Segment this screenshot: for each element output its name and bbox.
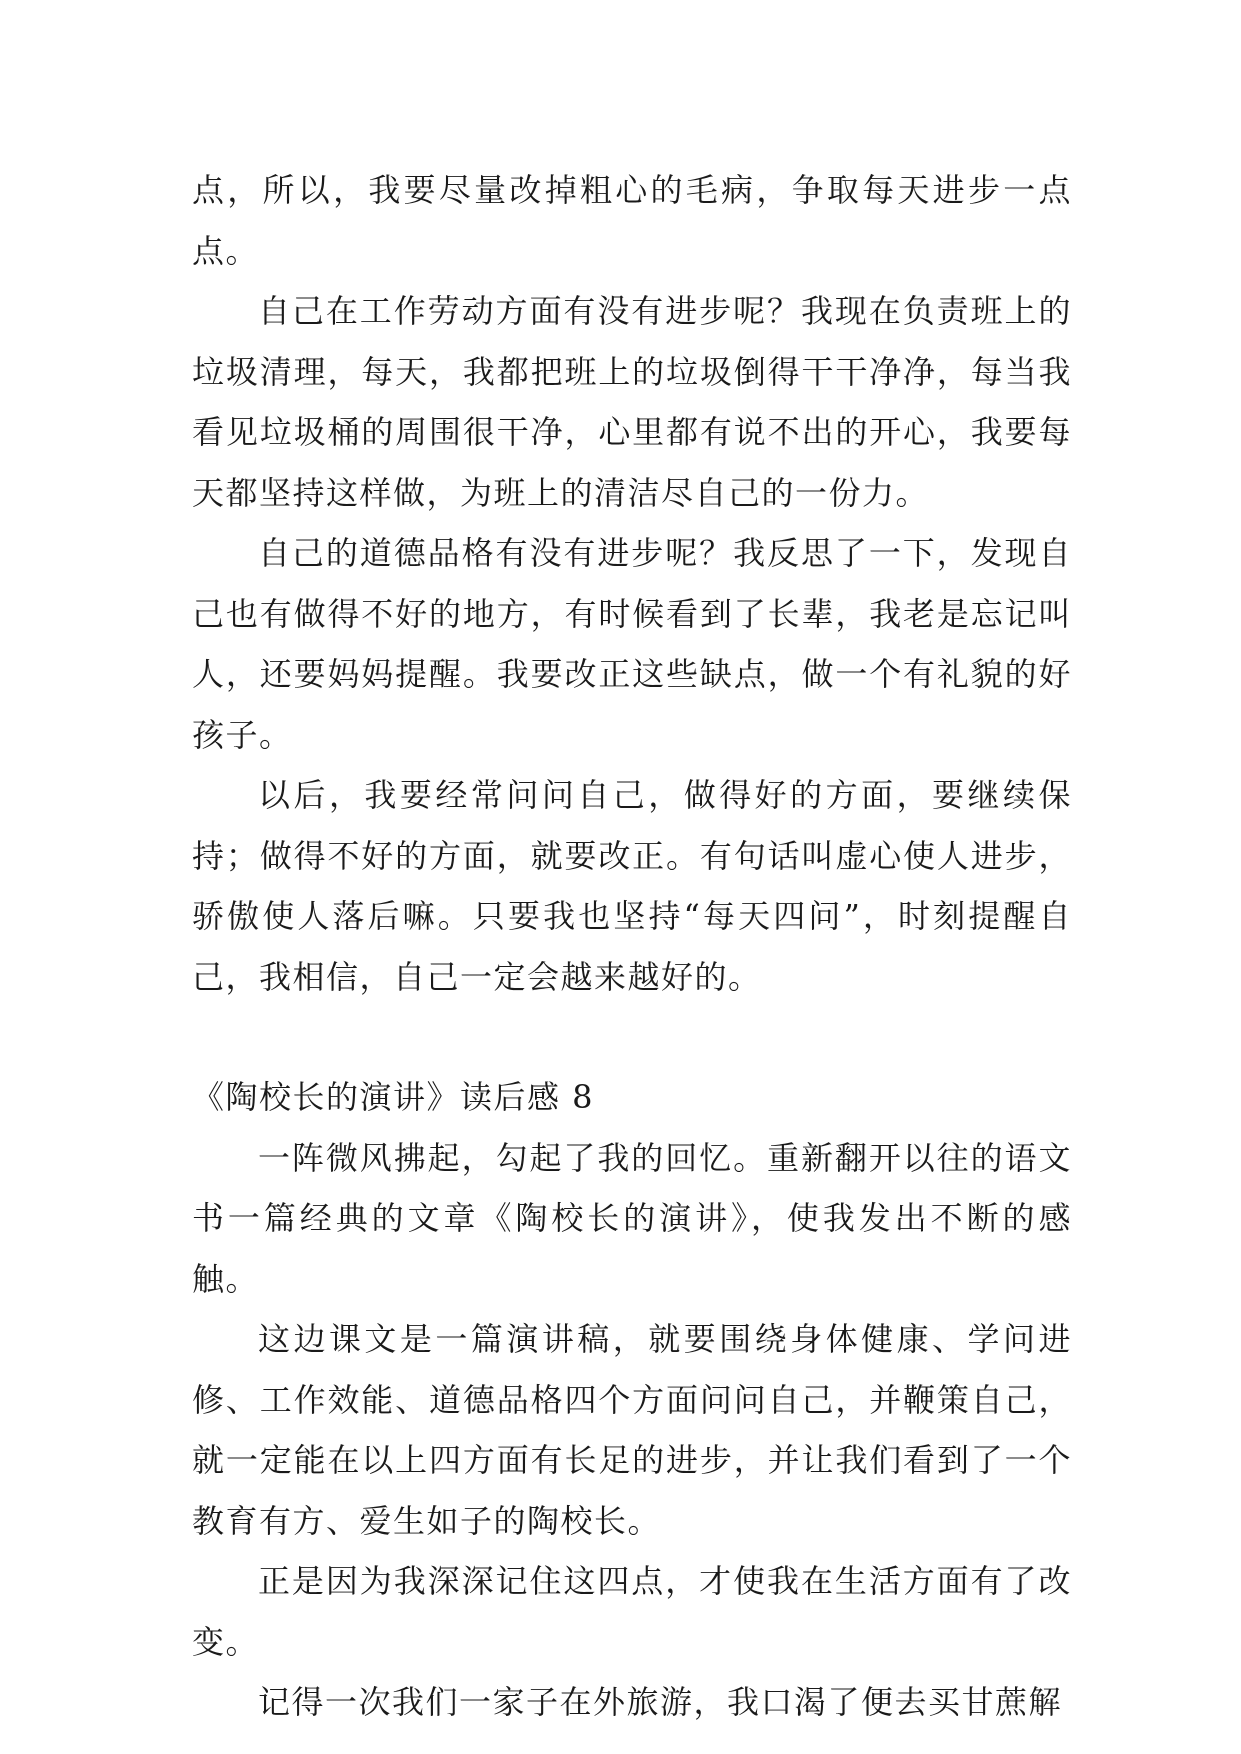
paragraph-continuation: 点，所以，我要尽量改掉粗心的毛病，争取每天进步一点点。 <box>192 171 1072 270</box>
paragraph-work-labor: 自己在工作劳动方面有没有进步呢？我现在负责班上的垃圾清理，每天，我都把班上的垃圾倒得干干净净，每当我看见垃圾桶的周围很干净，心里都有说不出的开心，我要每天都坚持这样做，为班上的清洁尽自己的一份力。 <box>192 292 1072 512</box>
paragraph-moral-character: 自己的道德品格有没有进步呢？我反思了一下，发现自己也有做得不好的地方，有时候看到了长辈，我老是忘记叫人，还要妈妈提醒。我要改正这些缺点，做一个有礼貌的好孩子。 <box>192 534 1072 754</box>
paragraph-change: 正是因为我深深记住这四点，才使我在生活方面有了改变。 <box>192 1562 1072 1661</box>
section-heading: 《陶校长的演讲》读后感 8 <box>192 1078 595 1116</box>
paragraph-story-start: 记得一次我们一家子在外旅游，我口渴了便去买甘蔗解 <box>258 1683 1063 1721</box>
document-body <box>192 160 1072 1733</box>
paragraph-intro: 一阵微风拂起，勾起了我的回忆。重新翻开以往的语文书一篇经典的文章《陶校长的演讲》，使我发出不断的感触。 <box>192 1138 1072 1298</box>
paragraph-conclusion: 以后，我要经常问问自己，做得好的方面，要继续保持；做得不好的方面，就要改正。有句话叫虚心使人进步，骄傲使人落后嘛。只要我也坚持“每天四问”，时刻提醒自己，我相信，自己一定会越来越好的。 <box>192 776 1072 996</box>
section-gap <box>192 1007 1072 1067</box>
paragraph-summary: 这边课文是一篇演讲稿，就要围绕身体健康、学问进修、工作效能、道德品格四个方面问问自己，并鞭策自己，就一定能在以上四方面有长足的进步，并让我们看到了一个教育有方、爱生如子的陶校长。 <box>192 1320 1072 1540</box>
